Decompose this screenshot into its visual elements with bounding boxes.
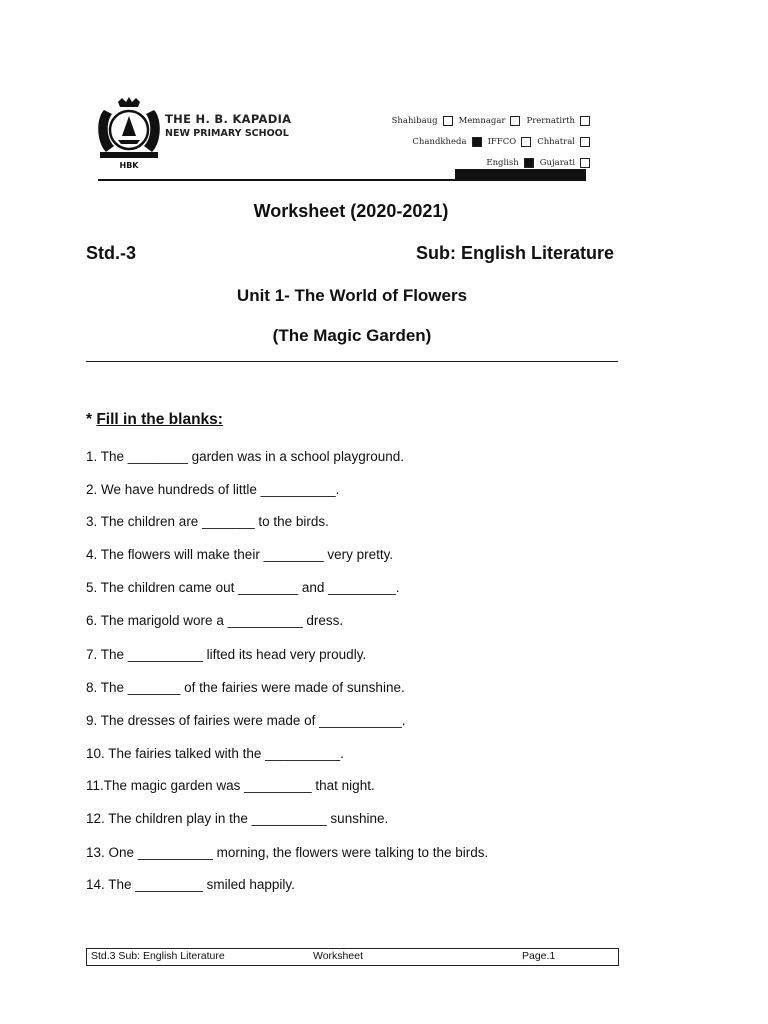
school-logo-icon	[96, 96, 162, 170]
question-item: 6. The marigold wore a __________ dress.	[86, 613, 344, 628]
question-item: 5. The children came out ________ and _________.	[86, 580, 400, 595]
checkbox-icon	[580, 137, 590, 147]
branch-option	[486, 158, 533, 168]
branch-label: Shahibaug	[391, 115, 438, 126]
question-item: 8. The _______ of the fairies were made of sunshine.	[86, 680, 405, 695]
checkbox-icon	[580, 158, 590, 168]
branch-option	[537, 137, 590, 147]
section-label: Fill in the blanks:	[96, 411, 223, 428]
worksheet-title: Worksheet (2020-2021)	[253, 201, 449, 221]
question-item: 13. One __________ morning, the flowers were talking to the birds.	[86, 845, 489, 860]
checkbox-icon	[472, 137, 482, 147]
logo-lettering: HBK	[119, 161, 139, 170]
checkbox-icon	[443, 116, 453, 126]
standard-label: Std.-3	[86, 243, 137, 263]
checkbox-icon	[521, 137, 531, 147]
question-item: 11.The magic garden was _________ that night.	[86, 778, 375, 793]
footer-middle: Worksheet	[313, 950, 363, 962]
branch-label: Memnagar	[458, 115, 506, 126]
branch-row	[386, 131, 590, 152]
question-item: 3. The children are _______ to the birds.	[86, 514, 329, 529]
section-heading	[86, 411, 223, 429]
branch-option	[412, 137, 481, 147]
subject-label: Sub: English Literature	[415, 243, 614, 263]
school-name-line2: NEW PRIMARY SCHOOL	[165, 128, 289, 139]
question-item: 2. We have hundreds of little __________.	[86, 482, 340, 497]
branch-label: Chhatral	[537, 136, 575, 147]
title-divider	[86, 361, 618, 362]
checkbox-icon	[510, 116, 520, 126]
branch-label: Chandkheda	[412, 136, 467, 147]
branch-option	[488, 137, 532, 147]
checkbox-icon	[580, 116, 590, 126]
question-item: 12. The children play in the __________ sunshine.	[86, 811, 389, 826]
branch-option	[459, 116, 521, 126]
branch-label: Gujarati	[539, 157, 575, 168]
footer-left: Std.3 Sub: English Literature	[91, 950, 225, 962]
branch-label: Prernatirth	[526, 115, 575, 126]
footer-page: Page.1	[522, 950, 556, 962]
branch-option	[540, 158, 590, 168]
branch-checklist	[386, 110, 590, 173]
school-header	[90, 88, 590, 182]
school-name-line1: THE H. B. KAPADIA	[165, 112, 292, 126]
unit-title: Unit 1- The World of Flowers	[236, 286, 468, 305]
branch-label: English	[486, 157, 519, 168]
question-item: 1. The ________ garden was in a school playground.	[86, 449, 404, 464]
question-item: 7. The __________ lifted its head very proudly.	[86, 647, 367, 662]
school-name	[165, 112, 291, 139]
page-footer	[86, 948, 619, 966]
branch-label: IFFCO	[487, 136, 517, 147]
branch-row	[386, 110, 590, 131]
question-item: 10. The fairies talked with the __________.	[86, 746, 344, 761]
story-title: (The Magic Garden)	[272, 326, 432, 345]
header-rule	[98, 179, 586, 181]
branch-option	[526, 116, 590, 126]
question-item: 14. The _________ smiled happily.	[86, 877, 295, 892]
branch-option	[392, 116, 453, 126]
section-star: *	[86, 411, 97, 428]
question-item: 4. The flowers will make their ________ very pretty.	[86, 547, 394, 562]
checkbox-icon	[524, 158, 534, 168]
question-item: 9. The dresses of fairies were made of ___________.	[86, 713, 406, 728]
